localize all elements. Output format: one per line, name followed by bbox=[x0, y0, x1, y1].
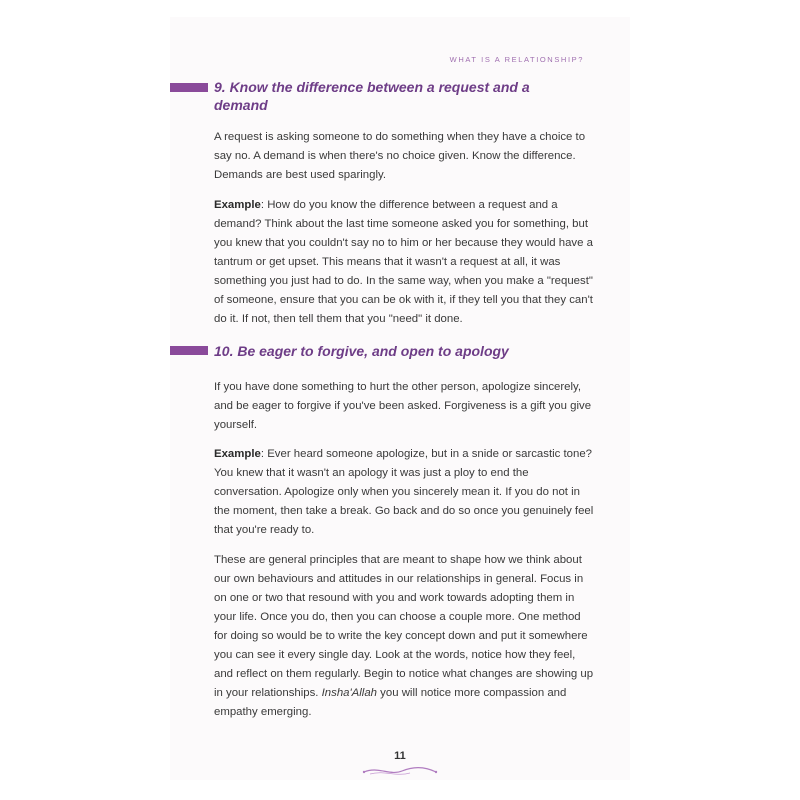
section-marker-bar bbox=[170, 346, 208, 355]
example-label: Example bbox=[214, 448, 261, 460]
closing-tail: you will notice more compassion and empathy emerging. bbox=[214, 687, 567, 718]
example-text: : How do you know the difference between a request and a demand? Think about the last time someone asked you for something, but you knew that you couldn't say no to him or her because they would have a tantrum or get upset. This means that it wasn't a request at all, it was something you just had to do. In the same way, when you make a "request" of someone, ensure that you can be ok with it, if they tell you that they can't do it. If not, then tell them that you "need" it done. bbox=[214, 199, 593, 325]
example-text: : Ever heard someone apologize, but in a snide or sarcastic tone? You knew that it wasn't an apology it was just a ploy to end the conversation. Apologize only when you sincerely mean it. If you do not in the moment, then take a break. Go back and do so once you genuinely feel that you're ready to. bbox=[214, 448, 594, 536]
book-page bbox=[170, 17, 630, 780]
example-paragraph bbox=[214, 445, 594, 540]
closing-paragraph bbox=[214, 551, 594, 722]
page-number: 11 bbox=[394, 750, 406, 762]
section-heading: 9. Know the difference between a request and a demand bbox=[214, 79, 530, 113]
example-label: Example bbox=[214, 199, 261, 211]
section-body: If you have done something to hurt the other person, apologize sincerely, and be eager to forgive if you've been asked. Forgiveness is a gift you give yourself. bbox=[214, 381, 592, 431]
section-heading: 10. Be eager to forgive, and open to apology bbox=[214, 343, 509, 359]
closing-italic: Insha'Allah bbox=[321, 687, 378, 699]
section-marker-bar bbox=[170, 83, 208, 92]
example-paragraph bbox=[214, 196, 594, 329]
section-body: A request is asking someone to do something when they have a choice to say no. A demand is when there's no choice given. Know the difference. Demands are best used sparingly. bbox=[214, 131, 586, 181]
running-head: WHAT IS A RELATIONSHIP? bbox=[449, 55, 584, 64]
closing-text: These are general principles that are meant to shape how we think about our own behaviours and attitudes in our relationships in general. Focus in on one or two that resound with you and work towards adopting them in your life. Once you do, then you can choose a couple more. One method for doing so would be to write the key concept down and put it somewhere you can see it every single day. Look at the words, notice how they feel, and reflect on them regularly. Begin to notice what changes are showing up in your relationships. bbox=[214, 554, 594, 699]
ornamental-flourish-icon bbox=[360, 764, 440, 778]
